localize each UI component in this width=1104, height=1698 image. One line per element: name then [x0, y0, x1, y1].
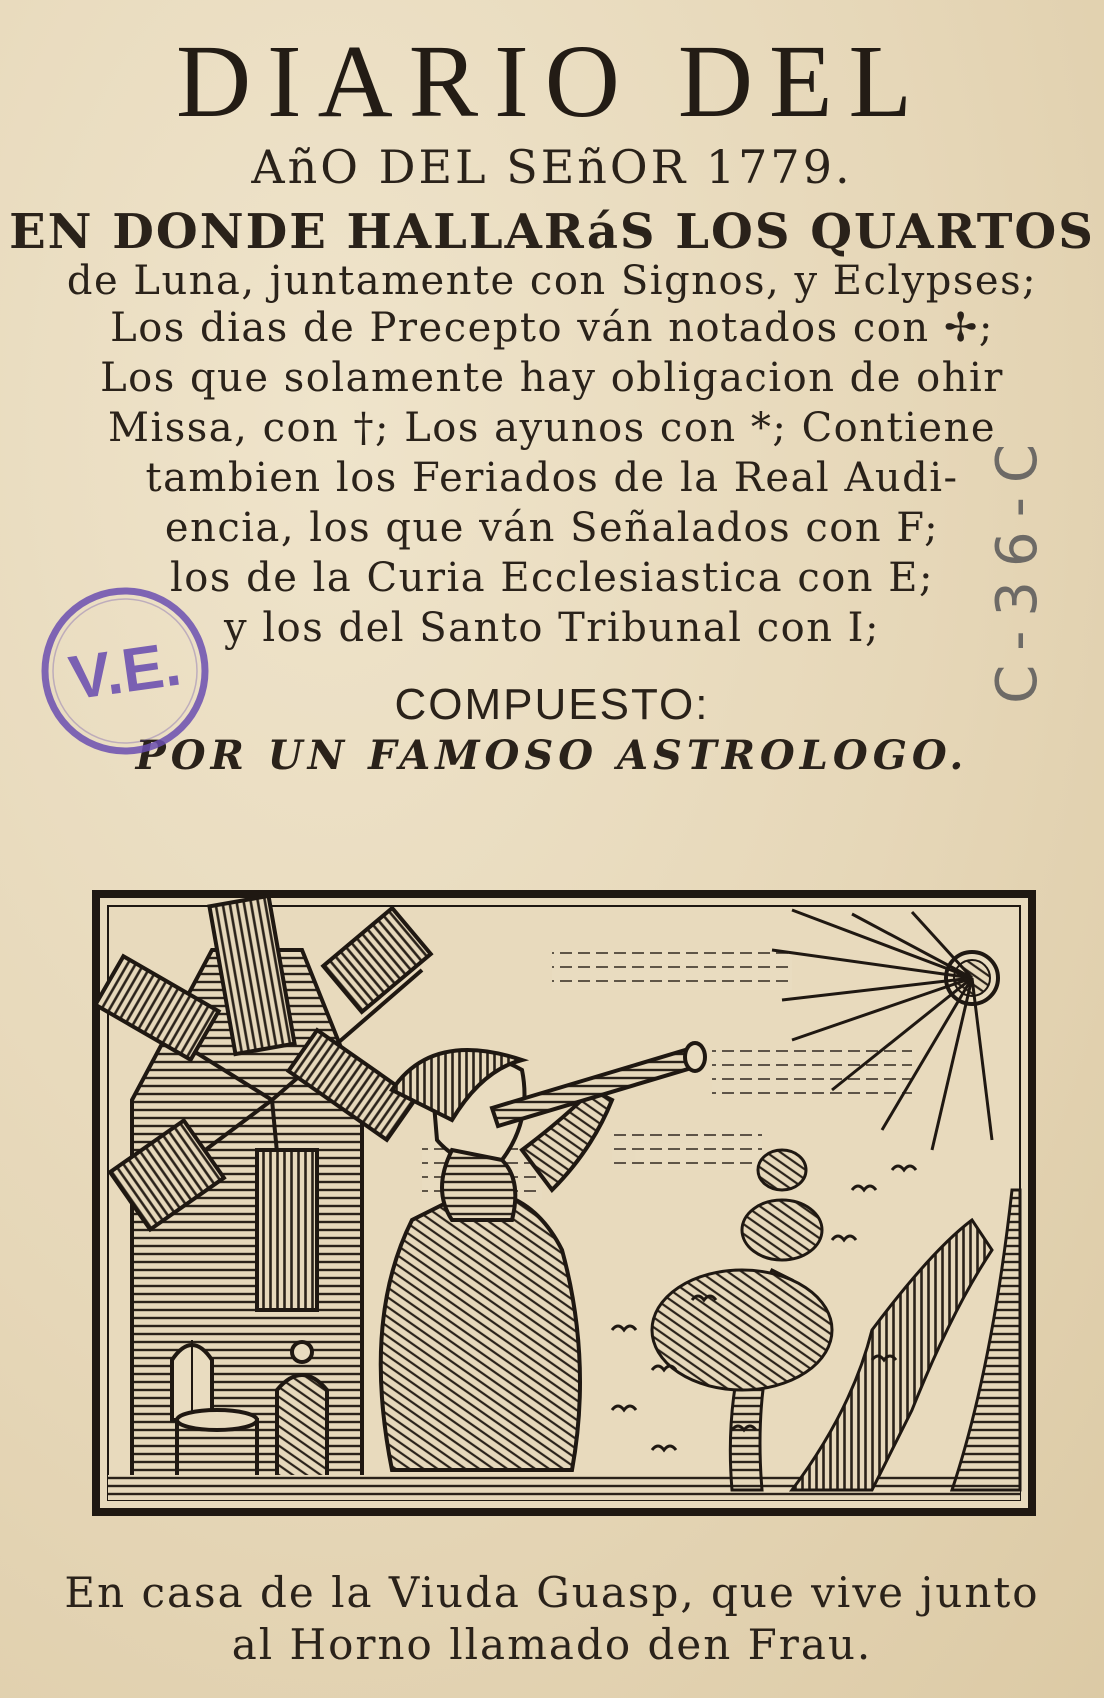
- shelfmark-text: C-36-C: [985, 430, 1050, 704]
- body-line: Missa, con †; Los ayunos con *; Contiene: [108, 405, 996, 451]
- body-line: encia, los que ván Señalados con F;: [164, 505, 940, 551]
- shelfmark-handwriting: [985, 430, 1075, 860]
- bucket: [177, 1410, 257, 1480]
- imprint-line: al Horno llamado den Frau.: [231, 1620, 873, 1669]
- library-stamp: [38, 584, 212, 758]
- subtitle-line: EN DONDE HALLARáS LOS QUARTOS: [9, 204, 1095, 260]
- composed-label: COMPUESTO:: [394, 680, 710, 729]
- body-line: y los del Santo Tribunal con I;: [224, 605, 880, 651]
- body-line: tambien los Feriados de la Real Audi-: [145, 455, 959, 501]
- body-line: de Luna, juntamente con Signos, y Eclypses;: [66, 258, 1038, 304]
- ground: [108, 1475, 1020, 1500]
- author-line: POR UN FAMOSO ASTROLOGO.: [135, 732, 969, 779]
- imprint-line: En casa de la Viuda Guasp, que vive junto: [64, 1568, 1040, 1617]
- woodcut-illustration: [92, 890, 1036, 1516]
- body-line: los de la Curia Ecclesiastica con E;: [170, 555, 934, 601]
- body-line: Los que solamente hay obligacion de ohir: [100, 355, 1004, 401]
- svg-text:V.E.: V.E.: [65, 629, 186, 714]
- body-line: Los dias de Precepto ván notados con ✢;: [110, 305, 994, 351]
- page-title: DIARIO DEL: [175, 24, 929, 139]
- year-line: AñO DEL SEñOR 1779.: [251, 140, 853, 194]
